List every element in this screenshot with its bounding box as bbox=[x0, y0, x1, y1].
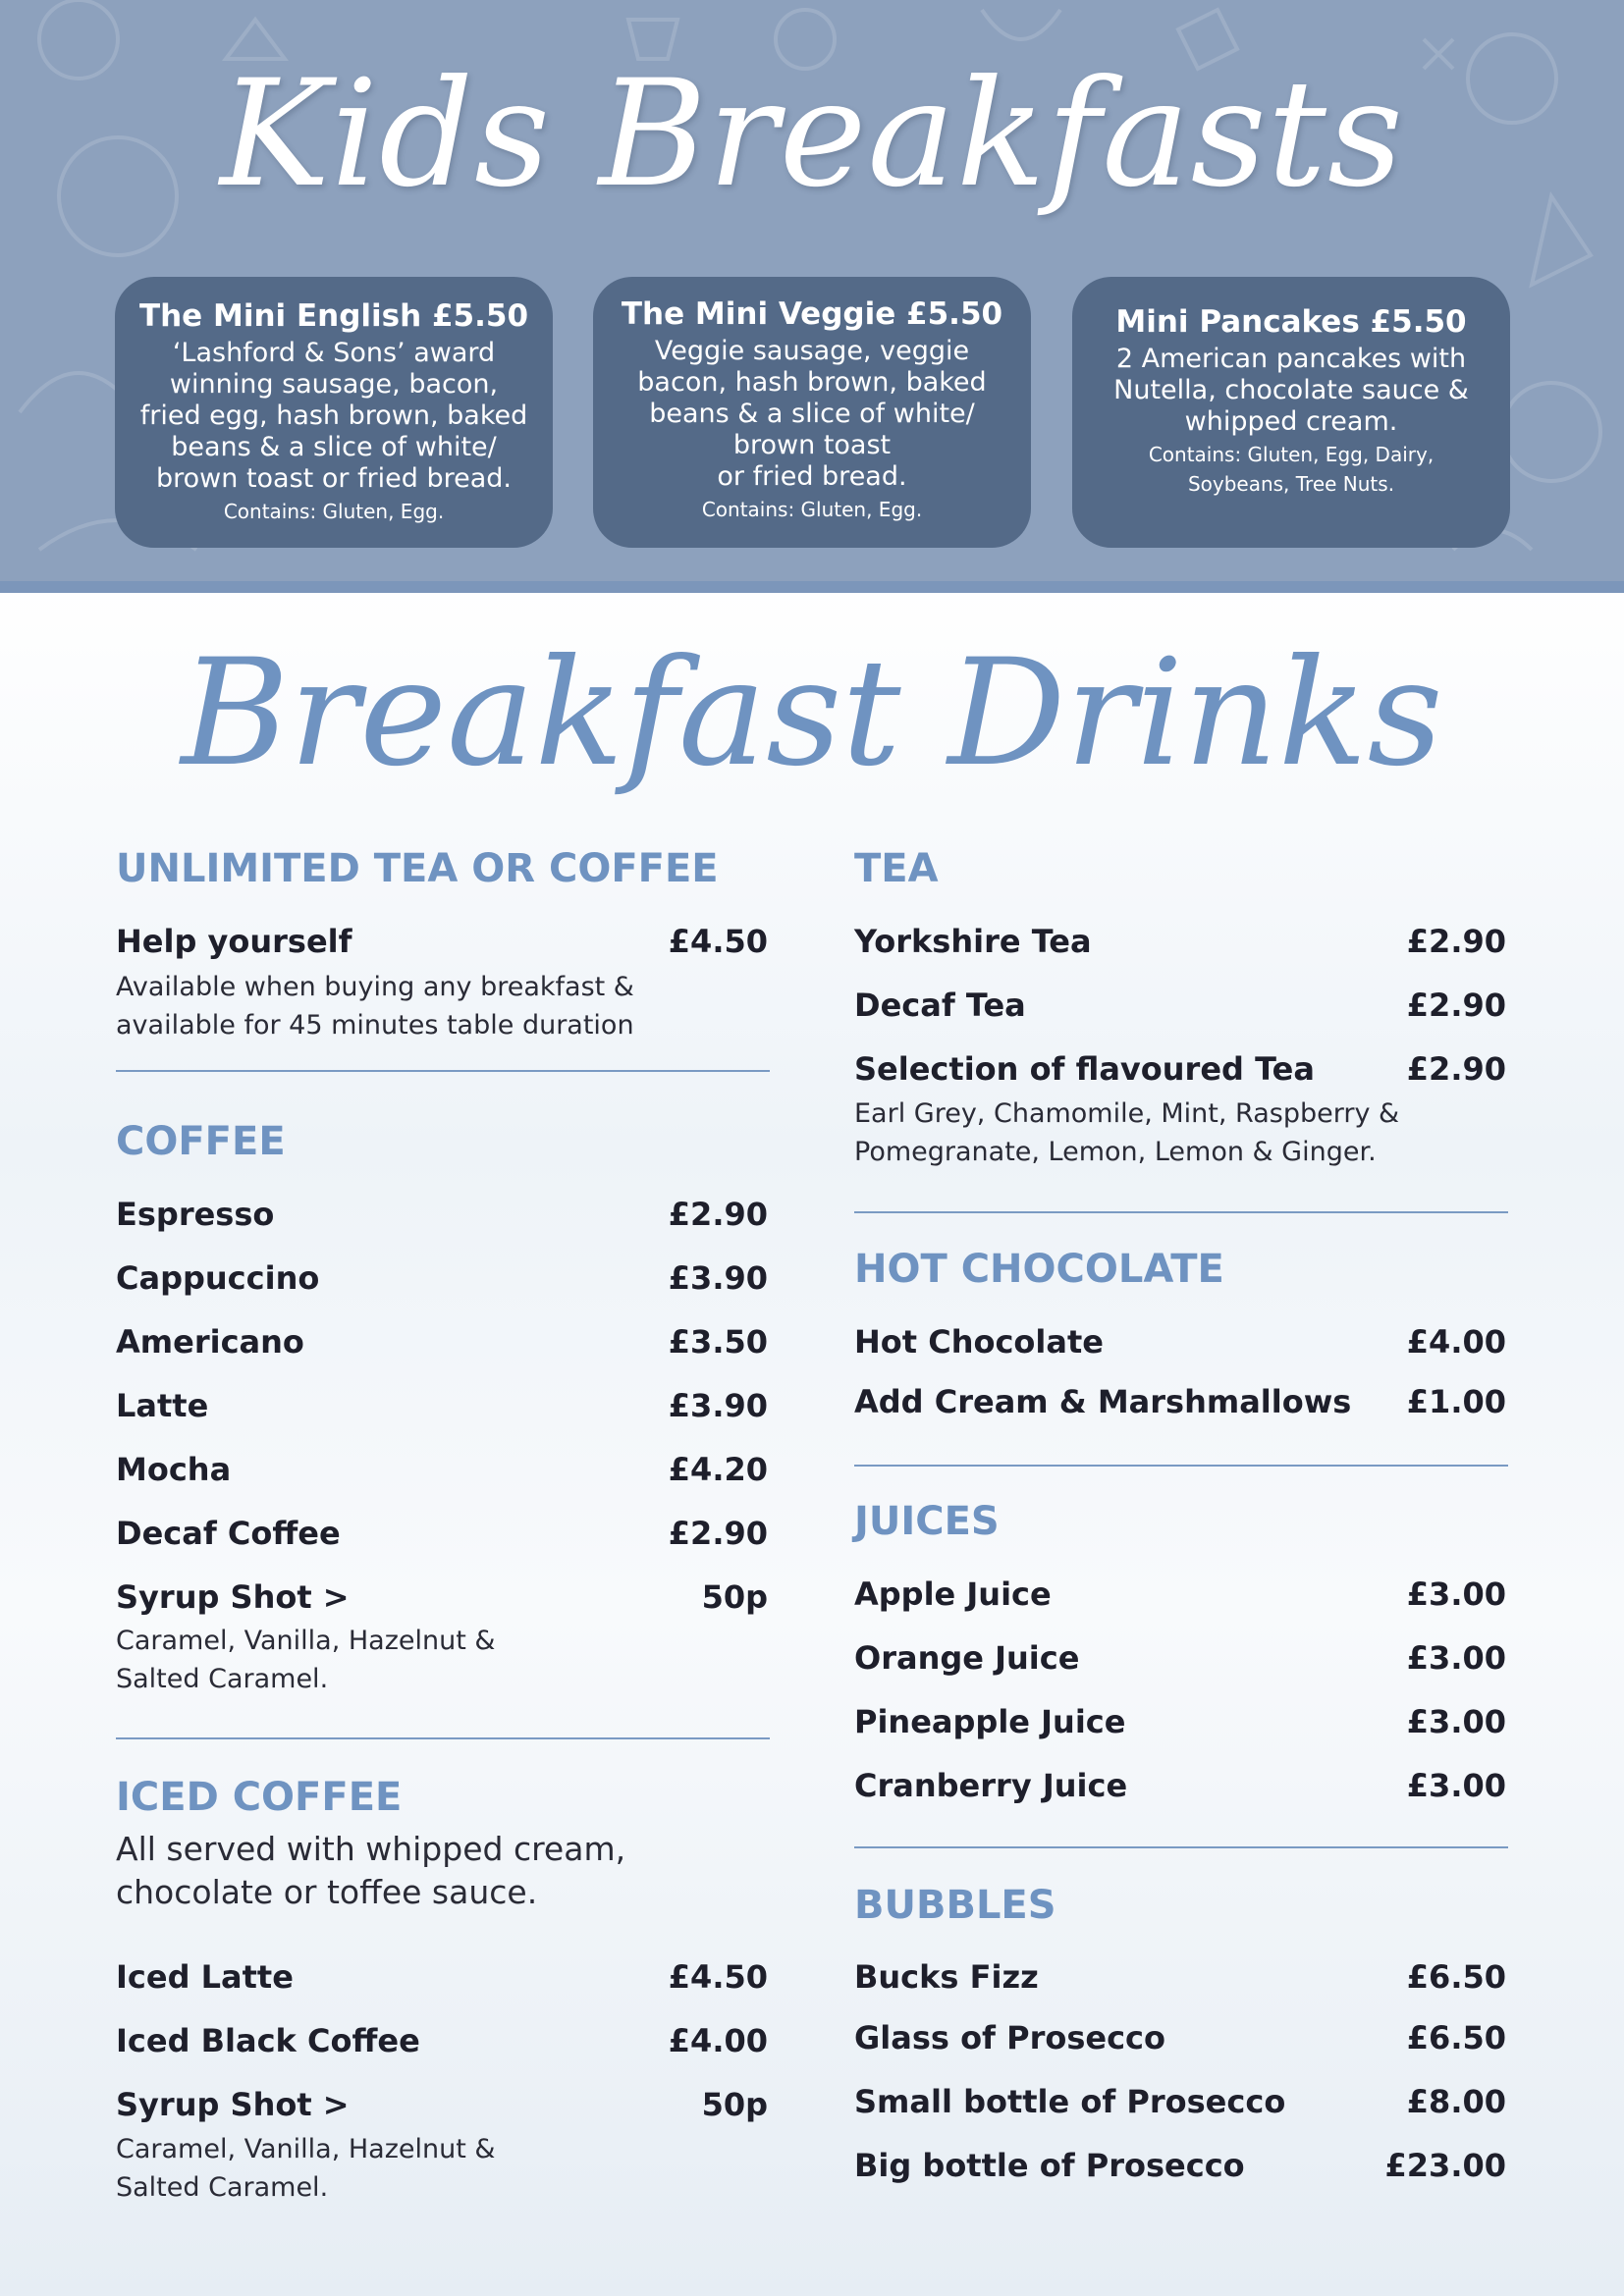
section-heading-bubbles: BUBBLES bbox=[854, 1883, 1056, 1928]
item-name: Selection of flavoured Tea bbox=[854, 1050, 1315, 1088]
card-desc-line: whipped cream. bbox=[1184, 406, 1398, 437]
item-name: Decaf Coffee bbox=[116, 1515, 341, 1552]
note-line: Available when buying any breakfast & bbox=[116, 972, 634, 1002]
item-price: £3.50 bbox=[668, 1323, 768, 1361]
item-note bbox=[854, 1095, 1506, 1171]
intro-line: chocolate or toffee sauce. bbox=[116, 1873, 538, 1911]
item-note bbox=[116, 968, 768, 1044]
item-price: £4.50 bbox=[668, 1958, 768, 1996]
card-allergens: Contains: Gluten, Egg. bbox=[701, 498, 923, 521]
item-name: Decaf Tea bbox=[854, 987, 1026, 1024]
card-desc-line: 2 American pancakes with bbox=[1115, 344, 1467, 374]
item-price: £3.90 bbox=[668, 1387, 768, 1424]
item-price: £3.90 bbox=[668, 1259, 768, 1297]
item-name: Americano bbox=[116, 1323, 304, 1361]
card-desc-line: ‘Lashford & Sons’ award bbox=[172, 338, 496, 368]
card-desc-line: fried egg, hash brown, baked bbox=[139, 400, 528, 431]
item-price: £3.00 bbox=[1406, 1703, 1506, 1740]
card-desc-line: beans & a slice of white/ bbox=[171, 432, 497, 462]
card-title: Mini Pancakes £5.50 bbox=[1115, 304, 1467, 340]
card-desc-line: winning sausage, bacon, bbox=[169, 369, 499, 400]
card-desc-line: brown toast or fried bread. bbox=[156, 463, 512, 494]
card-desc-line: brown toast bbox=[732, 430, 892, 460]
section-heading-coffee: COFFEE bbox=[116, 1119, 286, 1164]
item-price: 50p bbox=[701, 1578, 768, 1616]
note-line: Caramel, Vanilla, Hazelnut & bbox=[116, 2134, 496, 2164]
section-heading-unlimited: UNLIMITED TEA OR COFFEE bbox=[116, 846, 719, 891]
kids-card-mini-english bbox=[115, 277, 553, 548]
card-title: The Mini Veggie £5.50 bbox=[621, 296, 1003, 332]
intro-line: All served with whipped cream, bbox=[116, 1830, 626, 1868]
card-desc-line: or fried bread. bbox=[717, 461, 907, 492]
card-allergen-line: Contains: Gluten, Egg, Dairy, bbox=[1148, 443, 1435, 466]
section-intro bbox=[116, 1828, 768, 1914]
item-name: Hot Chocolate bbox=[854, 1323, 1104, 1361]
item-name: Iced Latte bbox=[116, 1958, 294, 1996]
card-title: The Mini English £5.50 bbox=[138, 298, 529, 334]
note-line: Pomegranate, Lemon, Lemon & Ginger. bbox=[854, 1137, 1377, 1167]
band-divider bbox=[0, 581, 1624, 593]
item-price: £2.90 bbox=[1406, 1050, 1506, 1088]
item-name: Cranberry Juice bbox=[854, 1767, 1128, 1804]
note-line: available for 45 minutes table duration bbox=[116, 1010, 634, 1041]
kids-card-mini-veggie bbox=[593, 277, 1031, 548]
kids-breakfasts-title: Kids Breakfasts bbox=[220, 49, 1404, 220]
item-price: £4.00 bbox=[668, 2022, 768, 2059]
item-price: £2.90 bbox=[1406, 923, 1506, 960]
item-name: Syrup Shot > bbox=[116, 2086, 350, 2123]
item-name: Latte bbox=[116, 1387, 209, 1424]
item-name: Glass of Prosecco bbox=[854, 2019, 1165, 2056]
item-note bbox=[116, 2130, 768, 2207]
section-heading-tea: TEA bbox=[854, 846, 939, 891]
card-desc-line: bacon, hash brown, baked bbox=[637, 367, 987, 398]
item-price: £8.00 bbox=[1406, 2083, 1506, 2120]
note-line: Earl Grey, Chamomile, Mint, Raspberry & bbox=[854, 1098, 1400, 1129]
item-name: Espresso bbox=[116, 1196, 275, 1233]
card-allergens: Contains: Gluten, Egg. bbox=[223, 500, 445, 523]
item-price: £6.50 bbox=[1406, 2019, 1506, 2056]
card-description bbox=[615, 336, 1009, 493]
item-name: Bucks Fizz bbox=[854, 1958, 1039, 1996]
card-desc-line: Nutella, chocolate sauce & bbox=[1113, 375, 1469, 405]
item-price: £3.00 bbox=[1406, 1575, 1506, 1613]
item-name: Orange Juice bbox=[854, 1639, 1080, 1677]
item-name: Pineapple Juice bbox=[854, 1703, 1126, 1740]
item-price: £2.90 bbox=[668, 1515, 768, 1552]
item-name: Syrup Shot > bbox=[116, 1578, 350, 1616]
item-price: 50p bbox=[701, 2086, 768, 2123]
item-name: Iced Black Coffee bbox=[116, 2022, 420, 2059]
item-name: Cappuccino bbox=[116, 1259, 320, 1297]
item-price: £3.00 bbox=[1406, 1639, 1506, 1677]
section-divider bbox=[116, 1737, 770, 1739]
item-name: Yorkshire Tea bbox=[854, 923, 1092, 960]
section-divider bbox=[854, 1465, 1508, 1467]
item-price: £4.00 bbox=[1406, 1323, 1506, 1361]
section-divider bbox=[854, 1211, 1508, 1213]
item-name: Add Cream & Marshmallows bbox=[854, 1383, 1352, 1420]
item-price: £4.50 bbox=[668, 923, 768, 960]
breakfast-drinks-title: Breakfast Drinks bbox=[181, 628, 1443, 799]
item-name: Help yourself bbox=[116, 923, 352, 960]
item-price: £23.00 bbox=[1384, 2147, 1506, 2184]
item-price: £3.00 bbox=[1406, 1767, 1506, 1804]
item-name: Small bottle of Prosecco bbox=[854, 2083, 1286, 2120]
section-heading-juices: JUICES bbox=[854, 1499, 1000, 1544]
section-divider bbox=[116, 1070, 770, 1072]
item-price: £4.20 bbox=[668, 1451, 768, 1488]
card-desc-line: beans & a slice of white/ bbox=[649, 399, 975, 429]
item-name: Apple Juice bbox=[854, 1575, 1052, 1613]
card-description bbox=[1094, 344, 1489, 438]
item-name: Big bottle of Prosecco bbox=[854, 2147, 1245, 2184]
item-price: £2.90 bbox=[1406, 987, 1506, 1024]
note-line: Salted Caramel. bbox=[116, 2172, 329, 2203]
item-price: £2.90 bbox=[668, 1196, 768, 1233]
item-name: Mocha bbox=[116, 1451, 232, 1488]
item-price: £1.00 bbox=[1406, 1383, 1506, 1420]
card-desc-line: Veggie sausage, veggie bbox=[654, 336, 970, 366]
card-allergen-line: Soybeans, Tree Nuts. bbox=[1187, 472, 1395, 496]
kids-card-mini-pancakes bbox=[1072, 277, 1510, 548]
card-description bbox=[136, 338, 531, 495]
item-note bbox=[116, 1622, 768, 1698]
section-divider bbox=[854, 1846, 1508, 1848]
note-line: Caramel, Vanilla, Hazelnut & bbox=[116, 1626, 496, 1656]
note-line: Salted Caramel. bbox=[116, 1664, 329, 1694]
section-heading-iced-coffee: ICED COFFEE bbox=[116, 1775, 403, 1820]
item-price: £6.50 bbox=[1406, 1958, 1506, 1996]
card-allergens bbox=[1094, 440, 1489, 499]
section-heading-hot-chocolate: HOT CHOCOLATE bbox=[854, 1247, 1224, 1292]
